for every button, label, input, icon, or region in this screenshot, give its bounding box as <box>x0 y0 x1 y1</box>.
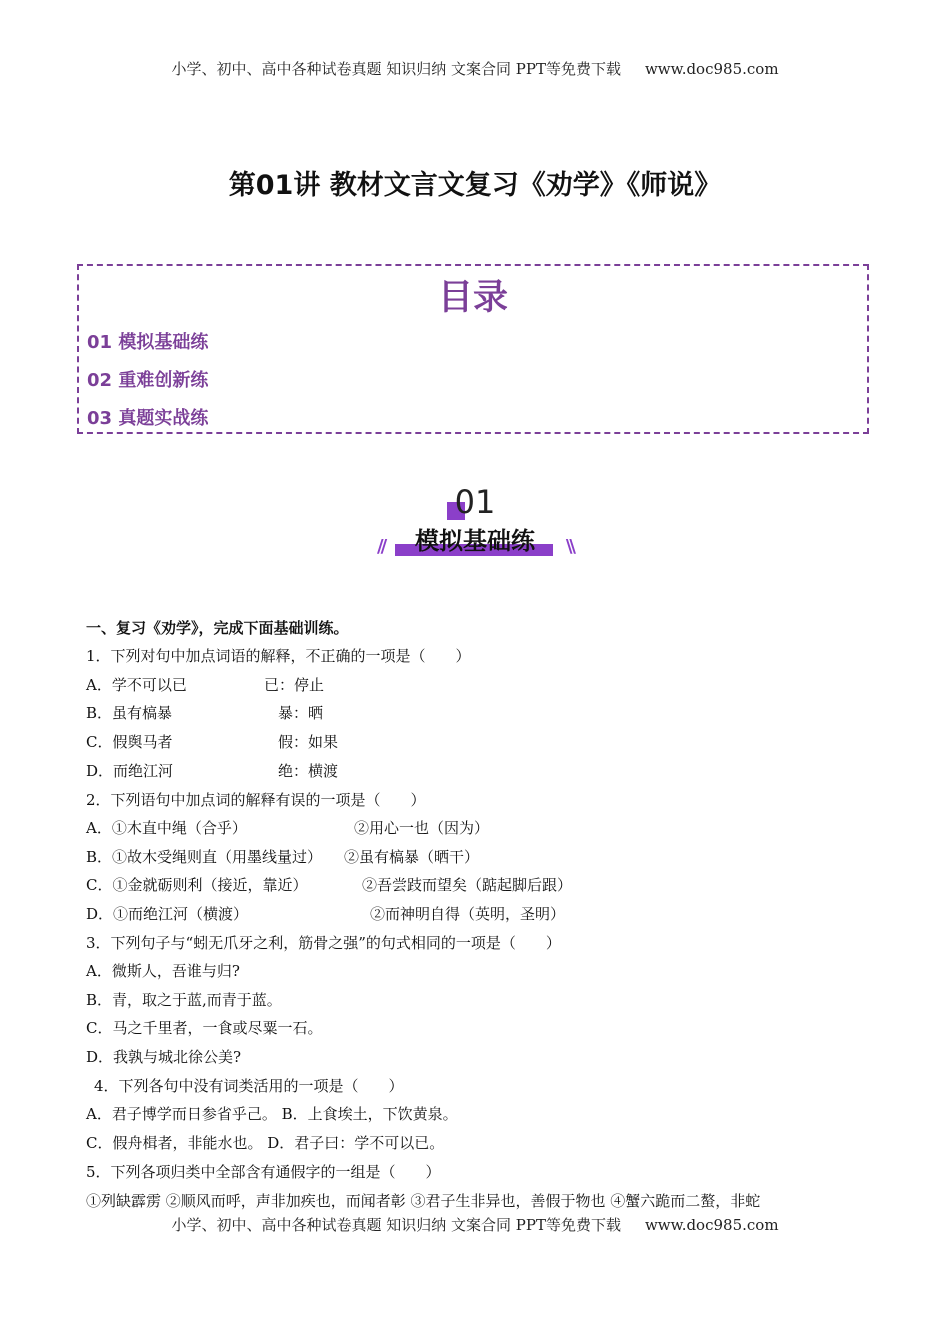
option-text: C．①金就砺则利（接近，靠近） <box>86 876 308 894</box>
question-3-option-a: A．微斯人，吾谁与归? <box>86 962 240 980</box>
header-url[interactable]: www.doc985.com <box>644 60 779 78</box>
option-text: B．①故木受绳则直（用墨线量过） <box>86 848 323 866</box>
slash-left-decoration: // <box>377 536 385 557</box>
question-2-option-a <box>86 817 490 838</box>
option-answer: 假：如果 <box>278 733 339 751</box>
question-4-options-ab: A．君子博学而日参省乎己。 B．上食埃土，下饮黄泉。 <box>86 1105 458 1123</box>
option-text: C．假舆马者 <box>86 733 173 751</box>
toc-item-3[interactable]: 03 真题实战练 <box>87 408 209 429</box>
option-text: B．虽有槁暴 <box>86 704 173 722</box>
option-text: D．而绝江河 <box>86 762 174 780</box>
option-answer: ②虽有槁暴（晒干） <box>344 848 480 866</box>
toc-item-2[interactable]: 02 重难创新练 <box>87 370 209 391</box>
question-2-stem: 2．下列语句中加点词的解释有误的一项是（ ） <box>86 791 426 809</box>
question-3-option-c: C．马之千里者，一食或尽粟一石。 <box>86 1019 323 1037</box>
page-footer <box>0 1214 950 1235</box>
footer-url[interactable]: www.doc985.com <box>644 1216 779 1234</box>
option-answer: ②用心一也（因为） <box>354 819 490 837</box>
toc-item-1[interactable]: 01 模拟基础练 <box>87 332 209 353</box>
document-title: 第01讲 教材文言文复习《劝学》《师说》 <box>228 170 722 201</box>
question-1-option-a <box>86 674 325 695</box>
option-answer: 绝：横渡 <box>278 762 339 780</box>
page-header <box>0 58 950 79</box>
question-2-option-b <box>86 846 480 867</box>
question-3-option-b: B．青，取之于蓝,而青于蓝。 <box>86 991 282 1009</box>
question-1-option-d <box>86 760 339 781</box>
question-5-options: ①列缺霹雳 ②顺风而呼，声非加疾也，而闻者彰 ③君子生非异也，善假于物也 ④蟹六跪而二螯，非蛇 <box>86 1192 761 1210</box>
header-text: 小学、初中、高中各种试卷真题 知识归纳 文案合同 PPT等免费下载 <box>171 60 621 78</box>
section-number: 01 <box>454 483 496 521</box>
toc-heading: 目录 <box>437 278 508 318</box>
option-answer: 已：停止 <box>264 676 325 694</box>
table-of-contents <box>77 264 869 434</box>
question-2-option-c <box>86 874 573 895</box>
question-2-option-d <box>86 903 566 924</box>
part-heading: 一、复习《劝学》，完成下面基础训练。 <box>86 619 349 637</box>
question-4-options-cd: C．假舟楫者，非能水也。 D．君子曰：学不可以已。 <box>86 1134 445 1152</box>
option-text: D．①而绝江河（横渡） <box>86 905 249 923</box>
question-1-option-b <box>86 702 324 723</box>
option-answer: 暴：晒 <box>278 704 324 722</box>
question-4-stem: 4．下列各句中没有词类活用的一项是（ ） <box>94 1077 404 1095</box>
footer-text: 小学、初中、高中各种试卷真题 知识归纳 文案合同 PPT等免费下载 <box>171 1216 621 1234</box>
section-badge <box>375 484 575 564</box>
question-5-stem: 5．下列各项归类中全部含有通假字的一组是（ ） <box>86 1163 441 1181</box>
question-1-option-c <box>86 731 339 752</box>
question-3-option-d: D．我孰与城北徐公美? <box>86 1048 242 1066</box>
section-label: 模拟基础练 <box>415 527 535 555</box>
option-text: A．学不可以已 <box>86 676 187 694</box>
slash-right-decoration: \\ <box>565 536 573 557</box>
option-answer: ②吾尝跂而望矣（踮起脚后跟） <box>362 876 573 894</box>
option-answer: ②而神明自得（英明，圣明） <box>370 905 566 923</box>
question-3-stem: 3．下列句子与“蚓无爪牙之利，筋骨之强”的句式相同的一项是（ ） <box>86 934 561 952</box>
question-1-stem: 1．下列对句中加点词语的解释，不正确的一项是（ ） <box>86 647 471 665</box>
option-text: A．①木直中绳（合乎） <box>86 819 247 837</box>
